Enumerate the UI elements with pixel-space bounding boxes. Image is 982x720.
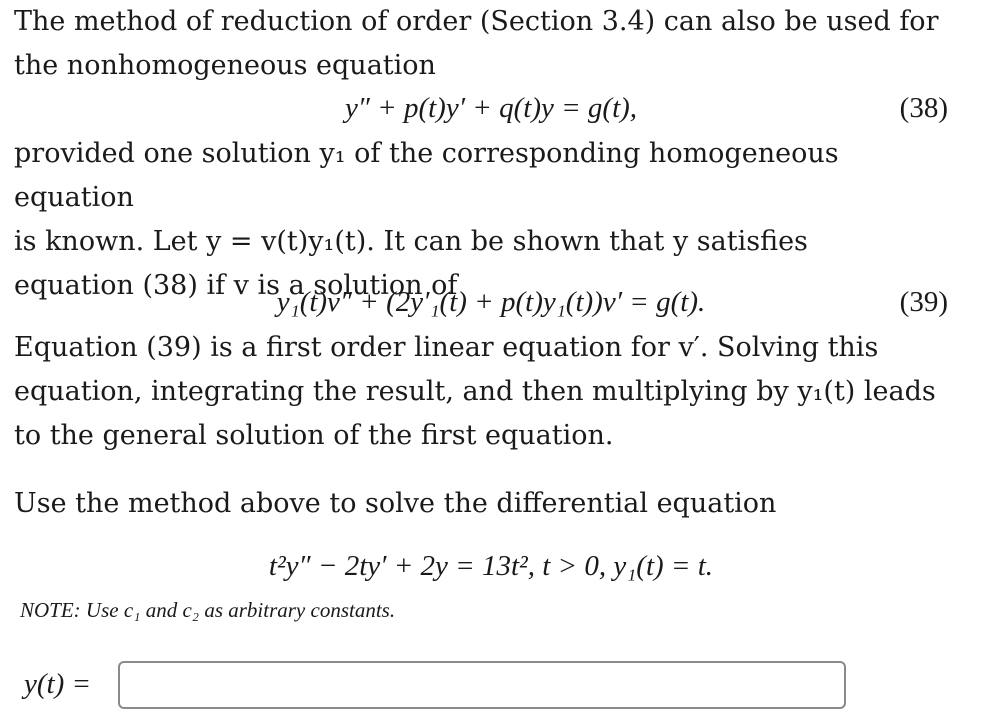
intro-line-1: The method of reduction of order (Section 3.4) can also be used for [14,6,939,37]
equation-38-number: (38) [899,92,948,124]
problem-equation: t²y″ − 2ty′ + 2y = 13t², t > 0, y₁(t) = t. [268,550,714,582]
explanation-line-3: to the general solution of the first equation. [14,420,614,451]
explanation-paragraph [14,326,964,458]
explanation-line-2: equation, integrating the result, and then multiplying by y₁(t) leads [14,376,936,407]
intro-line-2: the nonhomogeneous equation [14,50,436,81]
equation-39-number: (39) [899,286,948,318]
equation-38: y″ + p(t)y′ + q(t)y = g(t), [344,92,638,124]
intro-paragraph [14,0,964,88]
equation-39: y₁(t)v″ + (2y′₁(t) + p(t)y₁(t))v′ = g(t). [276,286,706,318]
middle-line-1: provided one solution y₁ of the corresponding homogeneous equation [14,138,839,213]
middle-line-3: equation (38) if v is a solution of [14,270,458,301]
note-text: NOTE: Use c₁ and c₂ as arbitrary constants. [20,598,396,622]
answer-label: y(t) = [24,668,92,700]
explanation-line-1: Equation (39) is a first order linear equation for v′. Solving this [14,332,879,363]
answer-input[interactable] [118,661,846,709]
middle-line-2: is known. Let y = v(t)y₁(t). It can be shown that y satisfies [14,226,808,257]
task-text: Use the method above to solve the differential equation [14,488,777,519]
